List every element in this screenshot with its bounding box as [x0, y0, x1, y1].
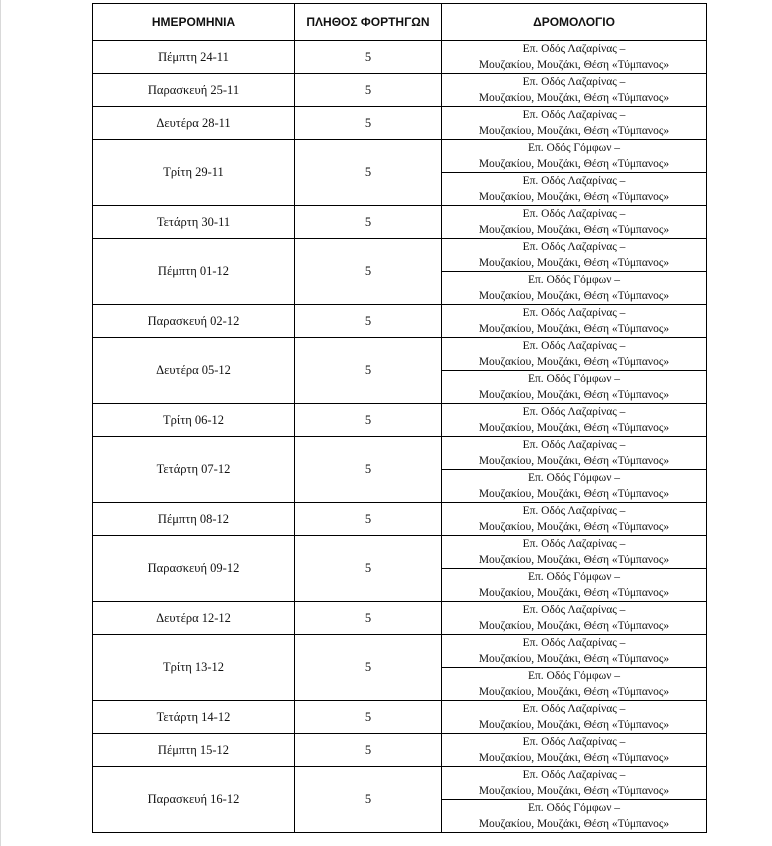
route-cell	[442, 800, 707, 833]
table-row	[93, 305, 707, 338]
date-cell: Τετάρτη 14-12	[93, 701, 295, 734]
truck-count-column-header: ΠΛΗΘΟΣ ΦΟΡΤΗΓΩΝ	[295, 4, 442, 41]
truck-count-cell: 5	[295, 503, 442, 536]
route-road-line: Επ. Οδός Γόμφων –	[527, 472, 621, 484]
truck-count-cell: 5	[295, 305, 442, 338]
date-cell: Δευτέρα 12-12	[93, 602, 295, 635]
route-destination-line: Μουζακίου, Μουζάκι, Θέση «Τύμπανος»	[478, 554, 670, 566]
route-road-line: Επ. Οδός Λαζαρίνας –	[522, 439, 626, 451]
truck-count-cell: 5	[295, 140, 442, 206]
table-row	[93, 734, 707, 767]
route-road-line: Επ. Οδός Γόμφων –	[527, 670, 621, 682]
route-road-line: Επ. Οδός Γόμφων –	[527, 802, 621, 814]
route-road-line: Επ. Οδός Λαζαρίνας –	[522, 538, 626, 550]
route-destination-line: Μουζακίου, Μουζάκι, Θέση «Τύμπανος»	[478, 653, 670, 665]
route-cell	[442, 206, 707, 239]
date-cell: Πέμπτη 24-11	[93, 41, 295, 74]
route-destination-line: Μουζακίου, Μουζάκι, Θέση «Τύμπανος»	[478, 290, 670, 302]
table-row	[93, 404, 707, 437]
route-cell	[442, 404, 707, 437]
route-destination-line: Μουζακίου, Μουζάκι, Θέση «Τύμπανος»	[478, 686, 670, 698]
truck-schedule-table	[92, 3, 707, 833]
table-row	[93, 41, 707, 74]
route-destination-line: Μουζακίου, Μουζάκι, Θέση «Τύμπανος»	[478, 422, 670, 434]
route-cell	[442, 305, 707, 338]
truck-count-cell: 5	[295, 701, 442, 734]
truck-count-cell: 5	[295, 767, 442, 833]
route-destination-line: Μουζακίου, Μουζάκι, Θέση «Τύμπανος»	[478, 785, 670, 797]
table-row	[93, 338, 707, 371]
route-destination-line: Μουζακίου, Μουζάκι, Θέση «Τύμπανος»	[478, 620, 670, 632]
table-row	[93, 140, 707, 173]
route-destination-line: Μουζακίου, Μουζάκι, Θέση «Τύμπανος»	[478, 752, 670, 764]
route-cell	[442, 371, 707, 404]
route-road-line: Επ. Οδός Λαζαρίνας –	[522, 241, 626, 253]
truck-count-cell: 5	[295, 602, 442, 635]
date-cell: Τετάρτη 30-11	[93, 206, 295, 239]
route-road-line: Επ. Οδός Λαζαρίνας –	[522, 703, 626, 715]
route-road-line: Επ. Οδός Γόμφων –	[527, 274, 621, 286]
date-cell: Παρασκευή 02-12	[93, 305, 295, 338]
route-road-line: Επ. Οδός Γόμφων –	[527, 571, 621, 583]
date-cell: Πέμπτη 15-12	[93, 734, 295, 767]
route-destination-line: Μουζακίου, Μουζάκι, Θέση «Τύμπανος»	[478, 125, 670, 137]
route-destination-line: Μουζακίου, Μουζάκι, Θέση «Τύμπανος»	[478, 257, 670, 269]
route-destination-line: Μουζακίου, Μουζάκι, Θέση «Τύμπανος»	[478, 191, 670, 203]
route-destination-line: Μουζακίου, Μουζάκι, Θέση «Τύμπανος»	[478, 158, 670, 170]
date-cell: Τρίτη 29-11	[93, 140, 295, 206]
table-row	[93, 107, 707, 140]
route-destination-line: Μουζακίου, Μουζάκι, Θέση «Τύμπανος»	[478, 323, 670, 335]
route-road-line: Επ. Οδός Λαζαρίνας –	[522, 769, 626, 781]
route-destination-line: Μουζακίου, Μουζάκι, Θέση «Τύμπανος»	[478, 818, 670, 830]
table-header-row	[93, 4, 707, 41]
truck-count-cell: 5	[295, 74, 442, 107]
route-road-line: Επ. Οδός Γόμφων –	[527, 373, 621, 385]
table-row	[93, 503, 707, 536]
route-road-line: Επ. Οδός Λαζαρίνας –	[522, 604, 626, 616]
date-cell: Παρασκευή 16-12	[93, 767, 295, 833]
route-road-line: Επ. Οδός Λαζαρίνας –	[522, 109, 626, 121]
table-row	[93, 536, 707, 569]
date-cell: Τρίτη 13-12	[93, 635, 295, 701]
route-cell	[442, 503, 707, 536]
date-cell: Παρασκευή 25-11	[93, 74, 295, 107]
table-row	[93, 74, 707, 107]
route-road-line: Επ. Οδός Λαζαρίνας –	[522, 505, 626, 517]
route-destination-line: Μουζακίου, Μουζάκι, Θέση «Τύμπανος»	[478, 488, 670, 500]
route-cell	[442, 734, 707, 767]
route-destination-line: Μουζακίου, Μουζάκι, Θέση «Τύμπανος»	[478, 719, 670, 731]
route-cell	[442, 470, 707, 503]
truck-count-cell: 5	[295, 404, 442, 437]
route-cell	[442, 41, 707, 74]
route-cell	[442, 74, 707, 107]
route-cell	[442, 602, 707, 635]
route-destination-line: Μουζακίου, Μουζάκι, Θέση «Τύμπανος»	[478, 521, 670, 533]
route-destination-line: Μουζακίου, Μουζάκι, Θέση «Τύμπανος»	[478, 455, 670, 467]
route-cell	[442, 239, 707, 272]
route-road-line: Επ. Οδός Λαζαρίνας –	[522, 406, 626, 418]
truck-count-cell: 5	[295, 536, 442, 602]
route-road-line: Επ. Οδός Λαζαρίνας –	[522, 340, 626, 352]
truck-count-cell: 5	[295, 41, 442, 74]
route-road-line: Επ. Οδός Λαζαρίνας –	[522, 175, 626, 187]
route-road-line: Επ. Οδός Λαζαρίνας –	[522, 43, 626, 55]
route-cell	[442, 668, 707, 701]
truck-count-cell: 5	[295, 635, 442, 701]
truck-count-cell: 5	[295, 206, 442, 239]
route-destination-line: Μουζακίου, Μουζάκι, Θέση «Τύμπανος»	[478, 224, 670, 236]
table-row	[93, 239, 707, 272]
route-cell	[442, 635, 707, 668]
page-edge-divider	[0, 0, 1, 846]
date-cell: Παρασκευή 09-12	[93, 536, 295, 602]
date-cell: Πέμπτη 08-12	[93, 503, 295, 536]
route-road-line: Επ. Οδός Λαζαρίνας –	[522, 307, 626, 319]
table-row	[93, 437, 707, 470]
route-cell	[442, 272, 707, 305]
route-cell	[442, 107, 707, 140]
route-cell	[442, 569, 707, 602]
table-row	[93, 767, 707, 800]
table-body	[93, 41, 707, 833]
route-cell	[442, 338, 707, 371]
route-destination-line: Μουζακίου, Μουζάκι, Θέση «Τύμπανος»	[478, 356, 670, 368]
route-destination-line: Μουζακίου, Μουζάκι, Θέση «Τύμπανος»	[478, 389, 670, 401]
date-cell: Πέμπτη 01-12	[93, 239, 295, 305]
date-cell: Τετάρτη 07-12	[93, 437, 295, 503]
truck-count-cell: 5	[295, 734, 442, 767]
table-row	[93, 701, 707, 734]
route-column-header: ΔΡΟΜΟΛΟΓΙΟ	[442, 4, 707, 41]
table-row	[93, 635, 707, 668]
route-road-line: Επ. Οδός Λαζαρίνας –	[522, 637, 626, 649]
route-cell	[442, 173, 707, 206]
route-cell	[442, 767, 707, 800]
route-cell	[442, 701, 707, 734]
route-road-line: Επ. Οδός Λαζαρίνας –	[522, 736, 626, 748]
route-destination-line: Μουζακίου, Μουζάκι, Θέση «Τύμπανος»	[478, 587, 670, 599]
date-cell: Δευτέρα 05-12	[93, 338, 295, 404]
route-cell	[442, 437, 707, 470]
route-road-line: Επ. Οδός Γόμφων –	[527, 142, 621, 154]
route-destination-line: Μουζακίου, Μουζάκι, Θέση «Τύμπανος»	[478, 92, 670, 104]
truck-count-cell: 5	[295, 437, 442, 503]
route-road-line: Επ. Οδός Λαζαρίνας –	[522, 208, 626, 220]
date-cell: Δευτέρα 28-11	[93, 107, 295, 140]
truck-count-cell: 5	[295, 107, 442, 140]
truck-count-cell: 5	[295, 239, 442, 305]
route-destination-line: Μουζακίου, Μουζάκι, Θέση «Τύμπανος»	[478, 59, 670, 71]
route-cell	[442, 536, 707, 569]
table-row	[93, 206, 707, 239]
route-road-line: Επ. Οδός Λαζαρίνας –	[522, 76, 626, 88]
route-cell	[442, 140, 707, 173]
date-column-header: ΗΜΕΡΟΜΗΝΙΑ	[93, 4, 295, 41]
truck-count-cell: 5	[295, 338, 442, 404]
table-row	[93, 602, 707, 635]
date-cell: Τρίτη 06-12	[93, 404, 295, 437]
